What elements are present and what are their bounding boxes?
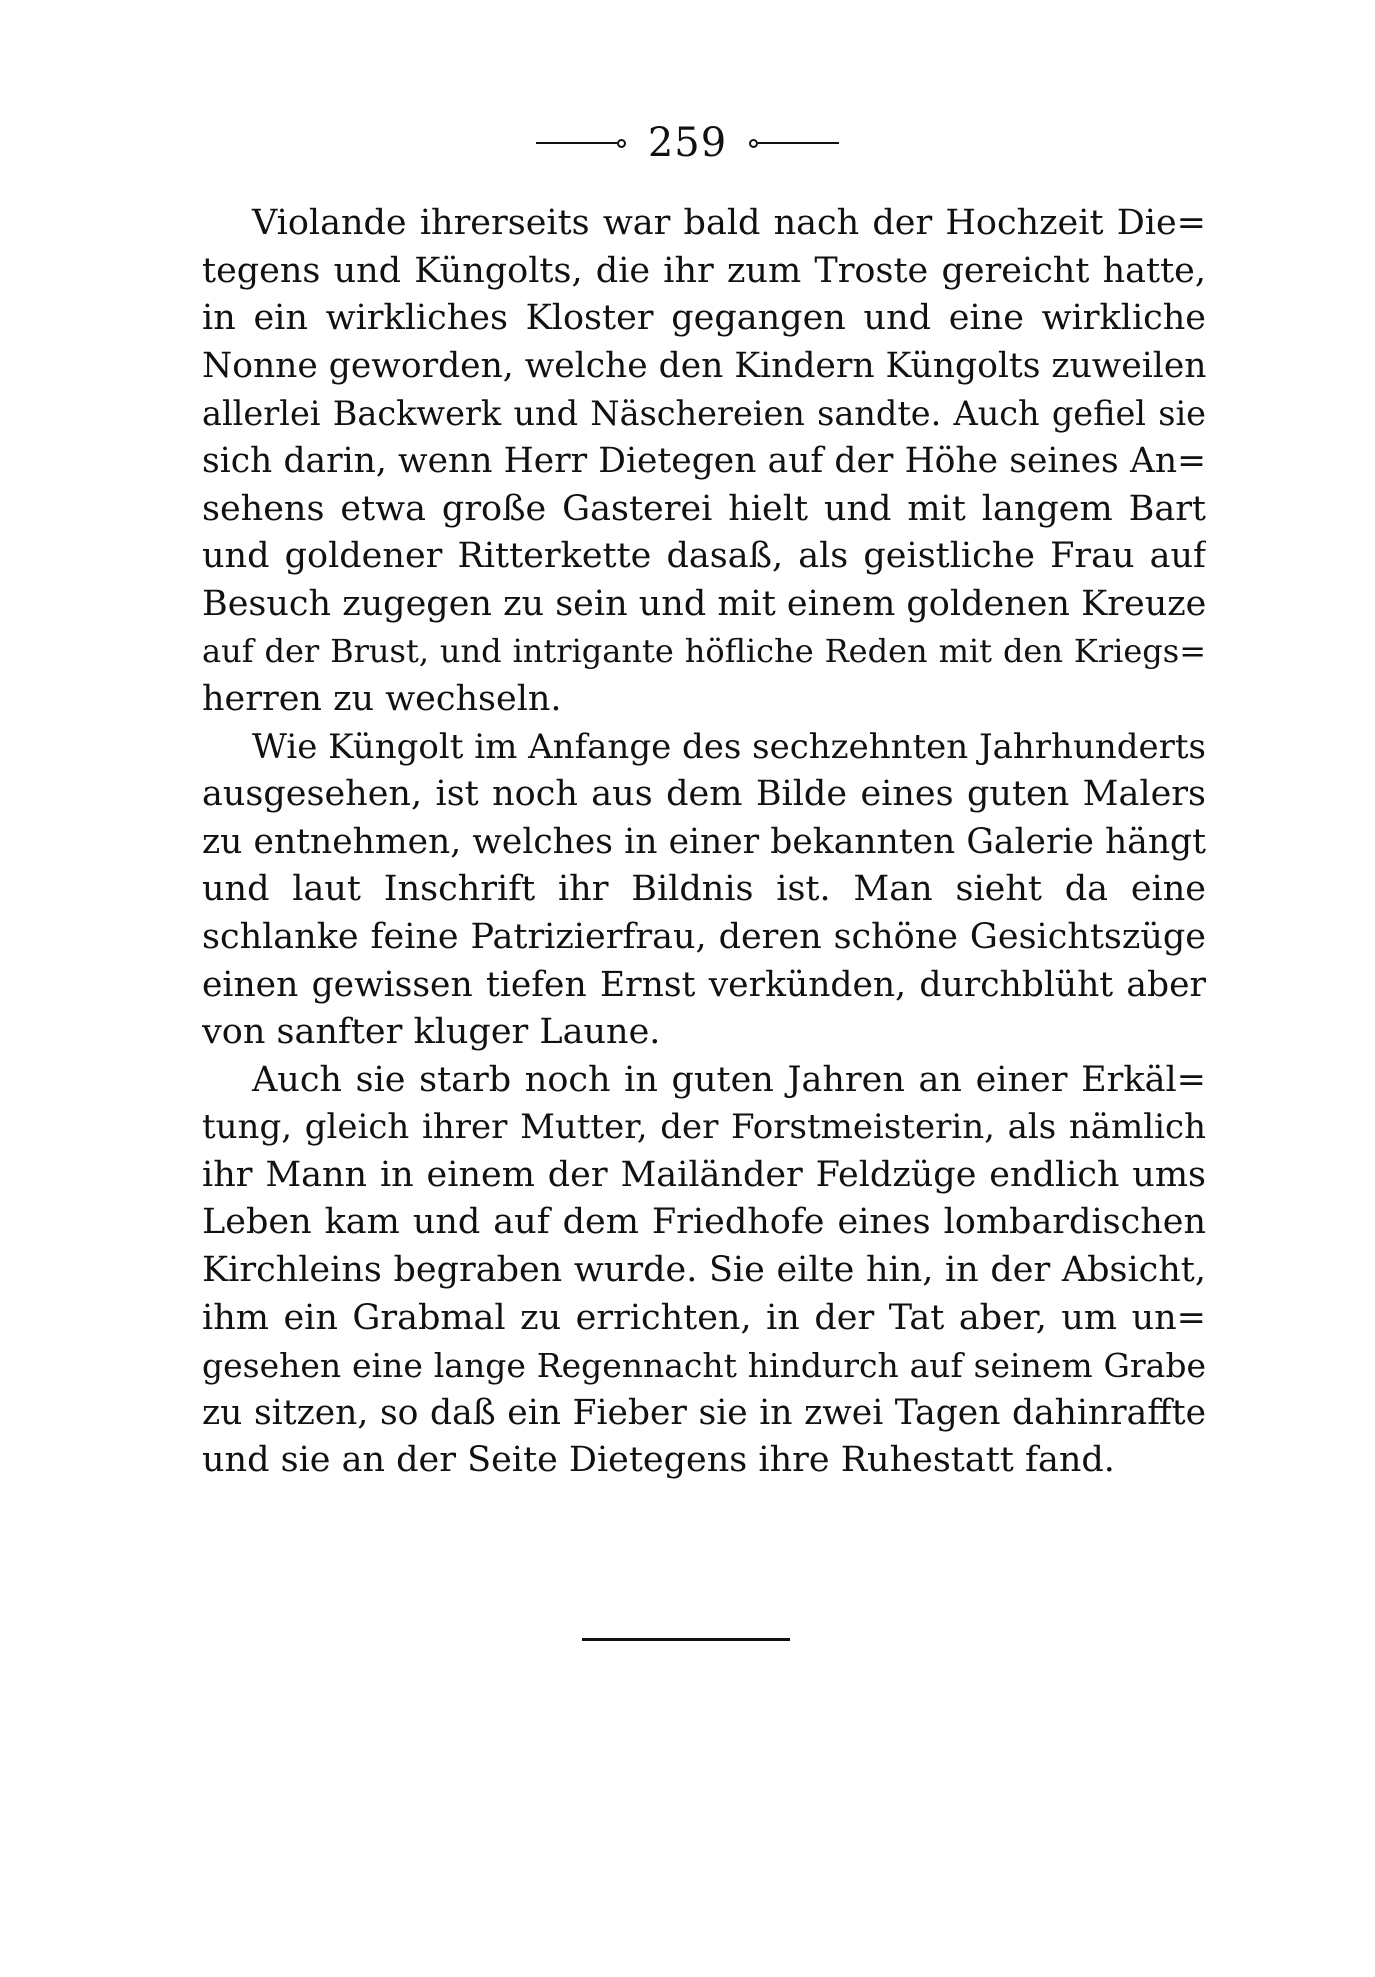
text-line: sehens etwa große Gasterei hielt und mit langem Bart (202, 488, 1206, 529)
text-line: gesehen eine lange Regennacht hindurch auf seinem Grabe (202, 1346, 1206, 1386)
text-line: Kirchleins begraben wurde. Sie eilte hin, in der Absicht, (202, 1250, 1206, 1291)
text-line: von sanfter kluger Laune. (202, 1012, 661, 1053)
text-line: Besuch zugegen zu sein und mit einem goldenen Kreuze (202, 583, 1206, 624)
text-line: zu entnehmen, welches in einer bekannten Galerie hängt (202, 821, 1206, 862)
text-line: auf der Brust, und intrigante höfliche Reden mit den Kriegs= (202, 632, 1206, 671)
text-line: und sie an der Seite Dietegens ihre Ruhestatt fand. (202, 1440, 1115, 1481)
text-line: allerlei Backwerk und Näschereien sandte. Auch gefiel sie (202, 394, 1206, 434)
text-line: ausgesehen, ist noch aus dem Bilde eines guten Malers (202, 774, 1206, 815)
right-ornament (749, 137, 839, 149)
ornament-line (536, 142, 617, 144)
text-line: zu sitzen, so daß ein Fieber sie in zwei Tagen dahinraffte (202, 1392, 1206, 1433)
text-line: Nonne geworden, welche den Kindern Küngolts zuweilen (202, 345, 1206, 386)
text-line: Auch sie starb noch in guten Jahren an einer Erkäl= (252, 1059, 1206, 1100)
page-header (0, 118, 1375, 168)
body-text (202, 200, 1206, 1485)
text-line: schlanke feine Patrizierfrau, deren schöne Gesichtszüge (202, 916, 1206, 957)
text-line: herren zu wechseln. (202, 678, 562, 719)
text-line: tegens und Küngolts, die ihr zum Troste gereicht hatte, (202, 250, 1206, 291)
text-line: und goldener Ritterkette dasaß, als geistliche Frau auf (202, 536, 1206, 577)
text-line: und laut Inschrift ihr Bildnis ist. Man sieht da eine (202, 869, 1206, 910)
text-line: ihr Mann in einem der Mailänder Feldzüge endlich ums (202, 1154, 1206, 1195)
end-rule (582, 1638, 790, 1641)
left-ornament (536, 137, 626, 149)
text-line: ihm ein Grabmal zu errichten, in der Tat aber, um un= (202, 1297, 1206, 1338)
ornament-ring (749, 139, 758, 148)
text-line: Violande ihrerseits war bald nach der Hochzeit Die= (252, 203, 1206, 243)
text-line: sich darin, wenn Herr Dietegen auf der Höhe seines An= (202, 440, 1206, 481)
page-number: 259 (647, 120, 728, 166)
text-line: einen gewissen tiefen Ernst verkünden, durchblüht aber (202, 964, 1206, 1005)
ornament-ring (617, 139, 626, 148)
text-line: Wie Küngolt im Anfange des sechzehnten Jahrhunderts (252, 726, 1206, 767)
ornament-line (758, 142, 839, 144)
text-line: in ein wirkliches Kloster gegangen und eine wirkliche (202, 298, 1206, 339)
text-line: Leben kam und auf dem Friedhofe eines lombardischen (202, 1202, 1206, 1243)
text-line: tung, gleich ihrer Mutter, der Forstmeisterin, als nämlich (202, 1107, 1206, 1148)
